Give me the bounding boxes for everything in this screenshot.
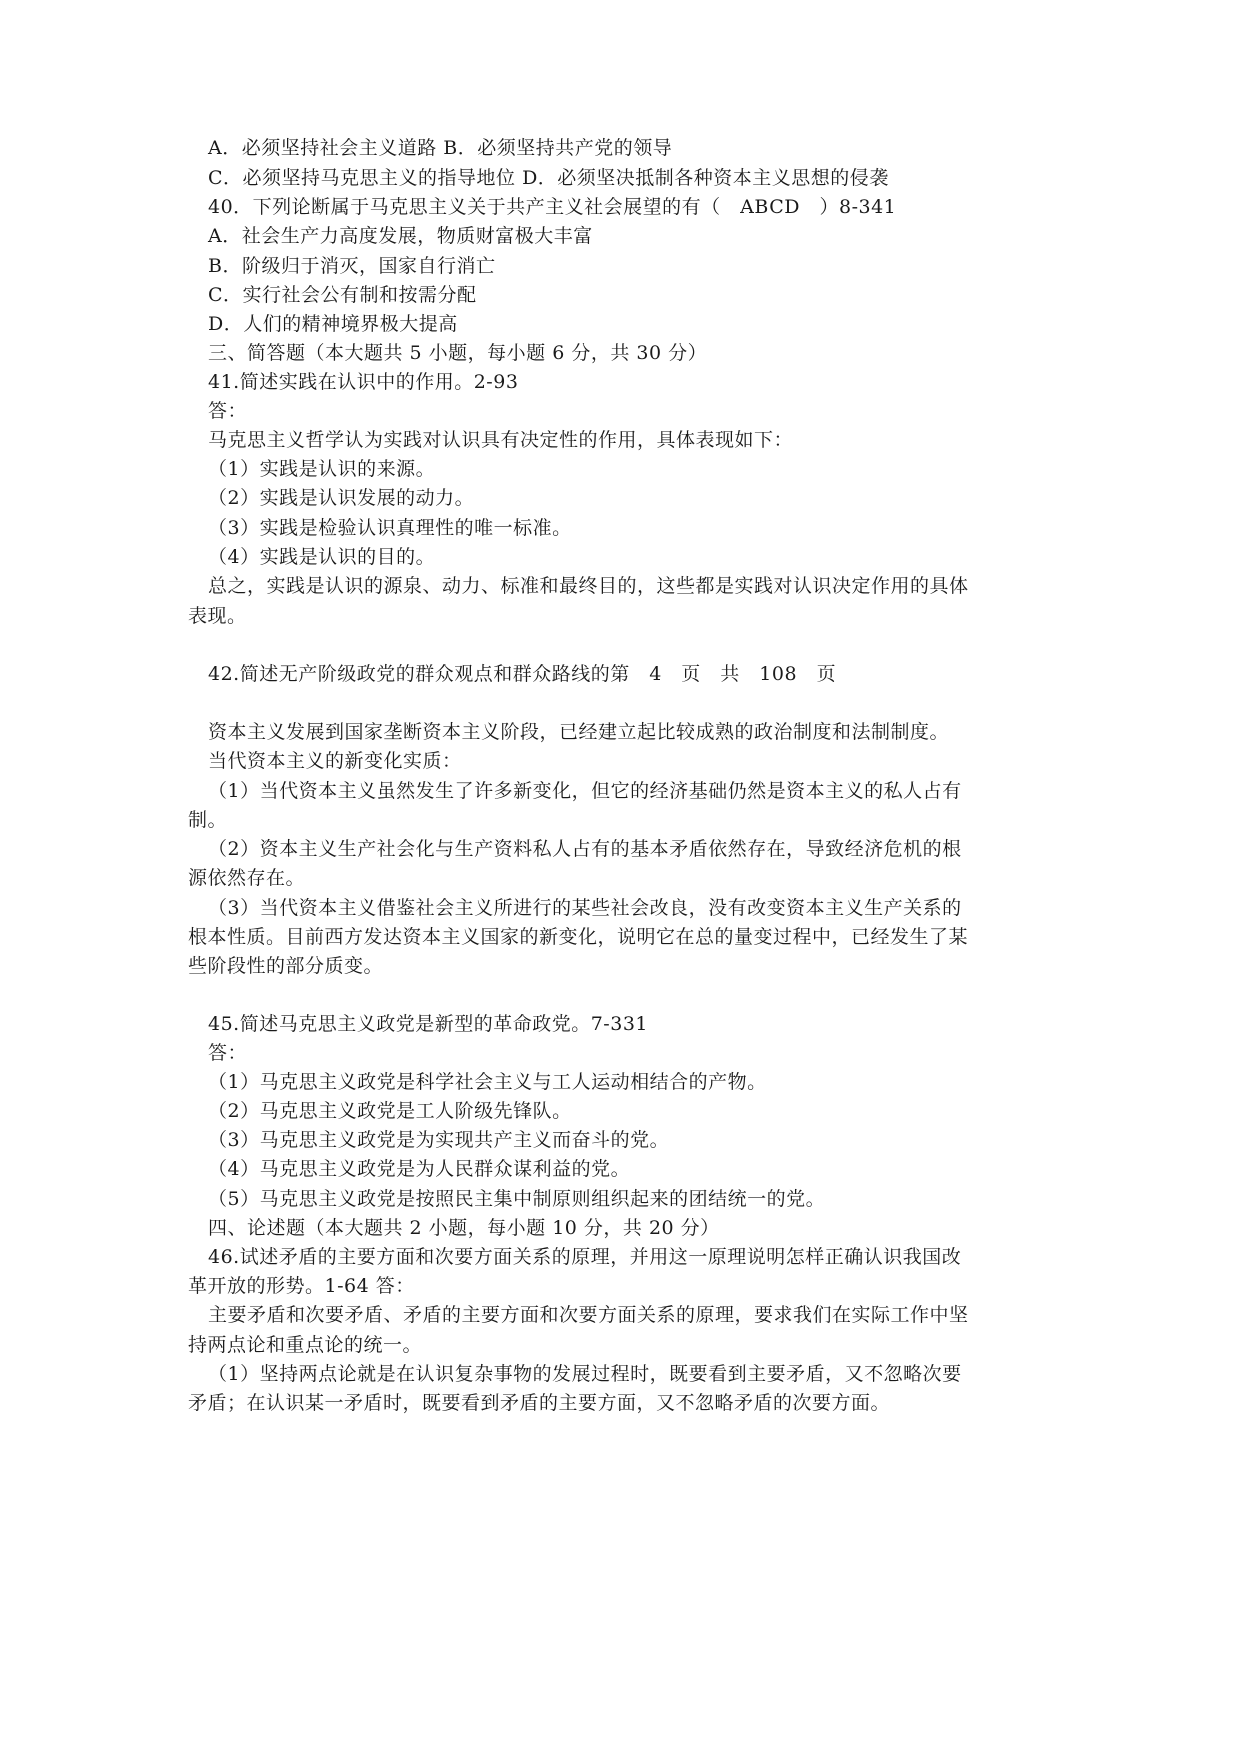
- answer-point: （2）实践是认识发展的动力。: [208, 487, 475, 509]
- answer-point: （1）实践是认识的来源。: [208, 458, 436, 480]
- question-41: 41.简述实践在认识中的作用。2-93: [208, 371, 519, 393]
- answer-label: 答：: [208, 400, 248, 422]
- section-heading-essay: 四、论述题（本大题共 2 小题，每小题 10 分，共 20 分）: [208, 1217, 720, 1239]
- answer-point-cont: 些阶段性的部分质变。: [188, 955, 384, 977]
- option-line-c-d: C．必须坚持马克思主义的指导地位 D．必须坚决抵制各种资本主义思想的侵袭: [208, 167, 889, 189]
- section-heading-short-answer: 三、简答题（本大题共 5 小题，每小题 6 分，共 30 分）: [208, 342, 708, 364]
- answer-point: （3）实践是检验认识真理性的唯一标准。: [208, 517, 572, 539]
- answer-paragraph: 资本主义发展到国家垄断资本主义阶段，已经建立起比较成熟的政治制度和法制制度。: [208, 721, 950, 743]
- question-46-cont: 革开放的形势。1-64 答：: [188, 1275, 415, 1297]
- answer-point: （3）当代资本主义借鉴社会主义所进行的某些社会改良，没有改变资本主义生产关系的: [208, 897, 962, 919]
- answer-point: （1）当代资本主义虽然发生了许多新变化，但它的经济基础仍然是资本主义的私人占有: [208, 780, 962, 802]
- option-line: A．社会生产力高度发展，物质财富极大丰富: [208, 225, 593, 247]
- answer-paragraph: 当代资本主义的新变化实质：: [208, 750, 462, 772]
- answer-point: （1）马克思主义政党是科学社会主义与工人运动相结合的产物。: [208, 1071, 767, 1093]
- option-line: B．阶级归于消灭，国家自行消亡: [208, 255, 496, 277]
- answer-paragraph-cont: 表现。: [188, 605, 247, 627]
- answer-point-cont: 矛盾；在认识某一矛盾时，既要看到矛盾的主要方面，又不忽略矛盾的次要方面。: [188, 1392, 891, 1414]
- question-40: 40．下列论断属于马克思主义关于共产主义社会展望的有（ ABCD ）8-341: [208, 196, 897, 218]
- answer-paragraph: 总之，实践是认识的源泉、动力、标准和最终目的，这些都是实践对认识决定作用的具体: [208, 575, 969, 597]
- answer-paragraph: 马克思主义哲学认为实践对认识具有决定性的作用，具体表现如下：: [208, 429, 794, 451]
- answer-point: （4）马克思主义政党是为人民群众谋利益的党。: [208, 1158, 631, 1180]
- answer-point: （3）马克思主义政党是为实现共产主义而奋斗的党。: [208, 1129, 670, 1151]
- answer-point-cont: 源依然存在。: [188, 867, 306, 889]
- answer-point: （4）实践是认识的目的。: [208, 546, 436, 568]
- answer-point-cont: 根本性质。目前西方发达资本主义国家的新变化，说明它在总的量变过程中，已经发生了某: [188, 926, 969, 948]
- option-line: D．人们的精神境界极大提高: [208, 313, 458, 335]
- answer-point-cont: 制。: [188, 809, 228, 831]
- answer-label: 答：: [208, 1042, 248, 1064]
- answer-point: （5）马克思主义政党是按照民主集中制原则组织起来的团结统一的党。: [208, 1188, 826, 1210]
- answer-paragraph: 主要矛盾和次要矛盾、矛盾的主要方面和次要方面关系的原理，要求我们在实际工作中坚: [208, 1304, 969, 1326]
- answer-point: （2）资本主义生产社会化与生产资料私人占有的基本矛盾依然存在，导致经济危机的根: [208, 838, 962, 860]
- question-45: 45.简述马克思主义政党是新型的革命政党。7-331: [208, 1013, 648, 1035]
- question-46: 46.试述矛盾的主要方面和次要方面关系的原理，并用这一原理说明怎样正确认识我国改: [208, 1246, 962, 1268]
- answer-point: （2）马克思主义政党是工人阶级先锋队。: [208, 1100, 572, 1122]
- answer-point: （1）坚持两点论就是在认识复杂事物的发展过程时，既要看到主要矛盾，又不忽略次要: [208, 1363, 962, 1385]
- option-line-a-b: A．必须坚持社会主义道路 B．必须坚持共产党的领导: [208, 137, 673, 159]
- option-line: C．实行社会公有制和按需分配: [208, 284, 477, 306]
- answer-paragraph-cont: 持两点论和重点论的统一。: [188, 1334, 423, 1356]
- question-42-with-page-footer: 42.简述无产阶级政党的群众观点和群众路线的第 4 页 共 108 页: [208, 663, 837, 685]
